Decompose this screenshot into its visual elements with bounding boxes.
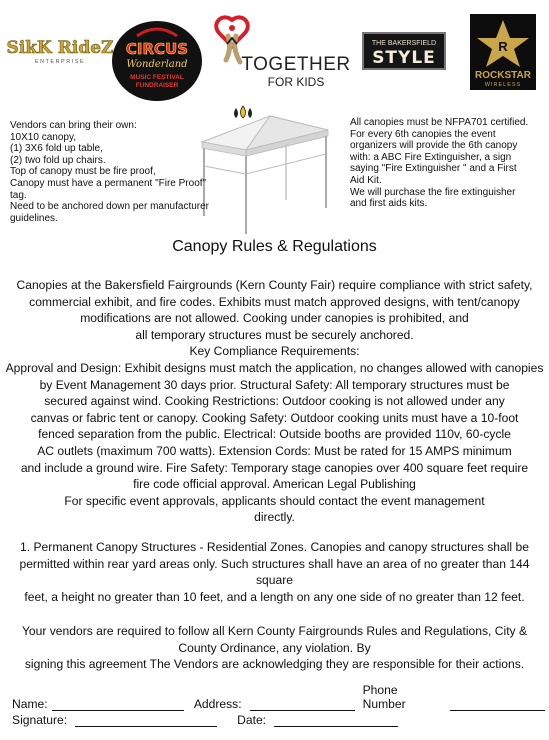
name-address-phone-row xyxy=(12,683,549,711)
circus-wonderland-logo xyxy=(111,20,203,102)
page-title: Canopy Rules & Regulations xyxy=(172,238,377,255)
signature-label: Signature: xyxy=(12,713,68,727)
bakersfield-logo-line1: THE BAKERSFIELD xyxy=(371,40,437,47)
date-field[interactable] xyxy=(274,715,398,727)
bakersfield-style-logo xyxy=(362,32,446,70)
together-logo-title: TOGETHER xyxy=(241,54,351,75)
address-label: Address: xyxy=(193,697,242,711)
rockstar-logo-subtitle: WIRELESS xyxy=(484,82,522,88)
rockstar-logo-title: ROCKSTAR xyxy=(475,70,531,81)
circus-logo-line3: MUSIC FESTIVAL xyxy=(130,74,184,81)
address-field[interactable] xyxy=(250,699,355,711)
circus-logo-title: CIRCUS xyxy=(125,40,189,58)
circus-logo-line4: FUNDRAISER xyxy=(135,82,179,89)
canopy-certification-notes: All canopies must be NFPA701 certified. For every 6th canopies the event organizers will provide the 6th canopy with: a ABC Fire Extinguisher, a sign saying "Fire Extinguisher " and a First Aid Kit. We will purchase the fire extinguisher and first aids kits. xyxy=(350,117,529,210)
name-field[interactable] xyxy=(52,699,184,711)
bakersfield-logo-line2: STYLE xyxy=(372,48,436,68)
sikk-ridez-logo xyxy=(6,33,114,67)
permanent-structures-paragraph: 1. Permanent Canopy Structures - Residential Zones. Canopies and canopy structures shall be permitted within rear yard areas only. Such structures shall have an area of no greater than 144 square feet, a height no greater than 10 feet, and a length on any one side of no greater than 12 feet. xyxy=(19,540,530,604)
phone-field[interactable] xyxy=(450,699,545,711)
date-label: Date: xyxy=(237,713,267,727)
sikk-ridez-logo-text: SikK RideZ xyxy=(6,38,114,58)
rules-paragraph: Canopies at the Bakersfield Fairgrounds (Kern County Fair) require compliance with strict safety, commercial exhibit, and fire codes. Exhibits must match approved designs, with tent/canopy modifications are not allowed. Cooking under canopies is prohibited, and all temporary structures must be securely anchored. Key Compliance Requirements: Approval and Design: Exhibit designs must match the application, no changes allowed with canopies by Event Management 30 days prior. Structural Safety: All temporary structures must be secured against wind. Cooking Restrictions: Outdoor cooking is not allowed under any canvas or fabric tent or canopy. Cooking Safety: Outdoor cooking units must have a 10-foot fenced separation from the public. Electrical: Outside booths are provided 110v, 60-cycle AC outlets (maximum 700 watts). Extension Cords: Must be rated for 15 AMPS minimum and include a ground wire. Fire Safety: Temporary stage canopies over 400 square feet require fire code official approval. American Legal Publishing For specific event approvals, applicants should contact the event management directly. xyxy=(5,278,544,525)
vendor-agreement-paragraph: Your vendors are required to follow all Kern County Fairgrounds Rules and Regulations, City & County Ordinance, any violation. By signing this agreement The Vendors are acknowledging they are responsible for their actions. xyxy=(21,624,528,672)
phone-label: Phone Number xyxy=(362,683,406,711)
fire-drop-icon xyxy=(234,106,252,118)
together-logo-subtitle: FOR KIDS xyxy=(267,75,325,89)
signature-date-row xyxy=(12,713,402,727)
name-label: Name: xyxy=(12,697,48,711)
sikk-ridez-logo-sub: ENTERPRISE xyxy=(34,59,86,65)
circus-logo-subtitle: Wonderland xyxy=(126,59,188,70)
rockstar-wireless-logo xyxy=(470,14,536,90)
together-for-kids-logo xyxy=(210,14,350,106)
vendor-equipment-notes: Vendors can bring their own: 10X10 canopy, (1) 3X6 fold up table, (2) two fold up chairs. Top of canopy must be fire proof, Canopy must have a permanent "Fire Proof" tag. Need to be anchored down per manufacturer guidelines. xyxy=(10,120,210,224)
signature-field[interactable] xyxy=(75,715,217,727)
svg-text:R: R xyxy=(498,39,508,54)
